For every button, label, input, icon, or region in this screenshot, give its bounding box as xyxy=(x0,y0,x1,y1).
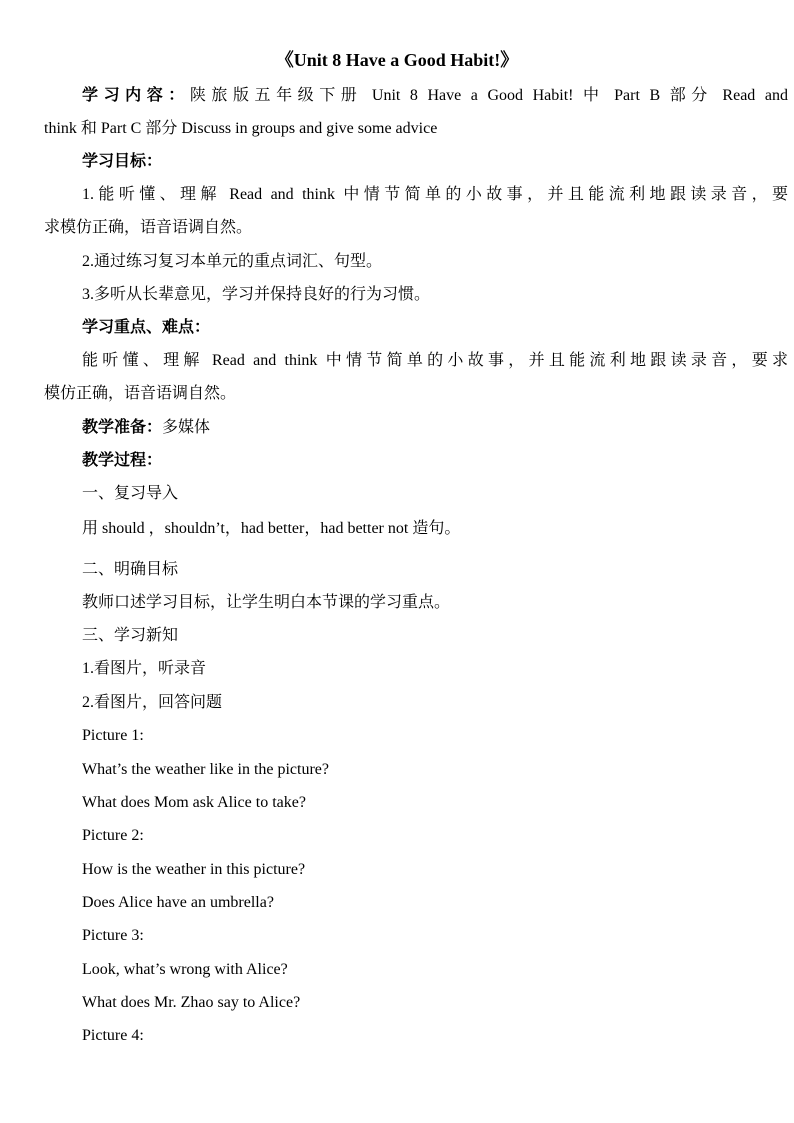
picture-2-question-2: Does Alice have an umbrella? xyxy=(82,894,274,911)
goal-item-2: 2.通过练习复习本单元的重点词汇、句型。 xyxy=(82,253,383,270)
picture-1-question-2: What does Mom ask Alice to take? xyxy=(82,794,306,811)
section-2-text: 教师口述学习目标，让学生明白本节课的学习重点。 xyxy=(82,594,451,611)
key-points-line-1: 能听懂、理解 Read and think 中情节简单的小故事，并且能流利地跟读录音，要求 xyxy=(82,352,788,369)
picture-1-label: Picture 1: xyxy=(82,727,144,744)
section-1-text: 用 should ，shouldn’t，had better，had better not 造句。 xyxy=(82,520,461,537)
step-2: 2.看图片，回答问题 xyxy=(82,694,223,711)
goal-item-1-line-1: 1.能听懂、理解 Read and think 中情节简单的小故事，并且能流利地跟读录音，要 xyxy=(82,186,788,203)
picture-3-question-2: What does Mr. Zhao say to Alice? xyxy=(82,994,301,1011)
goals-heading: 学习目标： xyxy=(82,153,163,170)
goal-item-1-line-2: 求模仿正确，语音语调自然。 xyxy=(44,219,253,236)
picture-3-label: Picture 3: xyxy=(82,927,144,944)
step-1: 1.看图片，听录音 xyxy=(82,660,207,677)
section-3-title: 三、学习新知 xyxy=(82,627,179,644)
content-text: 陕旅版五年级下册 Unit 8 Have a Good Habit! 中 Part B 部分 Read and xyxy=(189,87,788,104)
content-line-1 xyxy=(44,83,788,109)
preparation-line xyxy=(44,415,788,441)
section-2-title: 二、明确目标 xyxy=(82,561,179,578)
preparation-value: 多媒体 xyxy=(162,419,211,436)
goal-item-3: 3.多听从长辈意见，学习并保持良好的行为习惯。 xyxy=(82,286,431,303)
picture-2-label: Picture 2: xyxy=(82,827,144,844)
section-1-title: 一、复习导入 xyxy=(82,485,179,502)
picture-4-label: Picture 4: xyxy=(82,1027,144,1044)
picture-1-question-1: What’s the weather like in the picture? xyxy=(82,761,330,778)
content-line-2: think 和 Part C 部分 Discuss in groups and give some advice xyxy=(44,120,438,137)
document-title: 《Unit 8 Have a Good Habit!》 xyxy=(275,50,519,70)
document-page xyxy=(44,0,788,1123)
key-points-line-2: 模仿正确，语音语调自然。 xyxy=(44,385,237,402)
picture-3-question-1: Look, what’s wrong with Alice? xyxy=(82,961,288,978)
key-points-heading: 学习重点、难点： xyxy=(82,319,211,336)
picture-2-question-1: How is the weather in this picture? xyxy=(82,861,306,878)
content-label: 学习内容： xyxy=(82,87,190,104)
preparation-label: 教学准备： xyxy=(82,419,163,436)
process-heading: 教学过程： xyxy=(82,452,163,469)
